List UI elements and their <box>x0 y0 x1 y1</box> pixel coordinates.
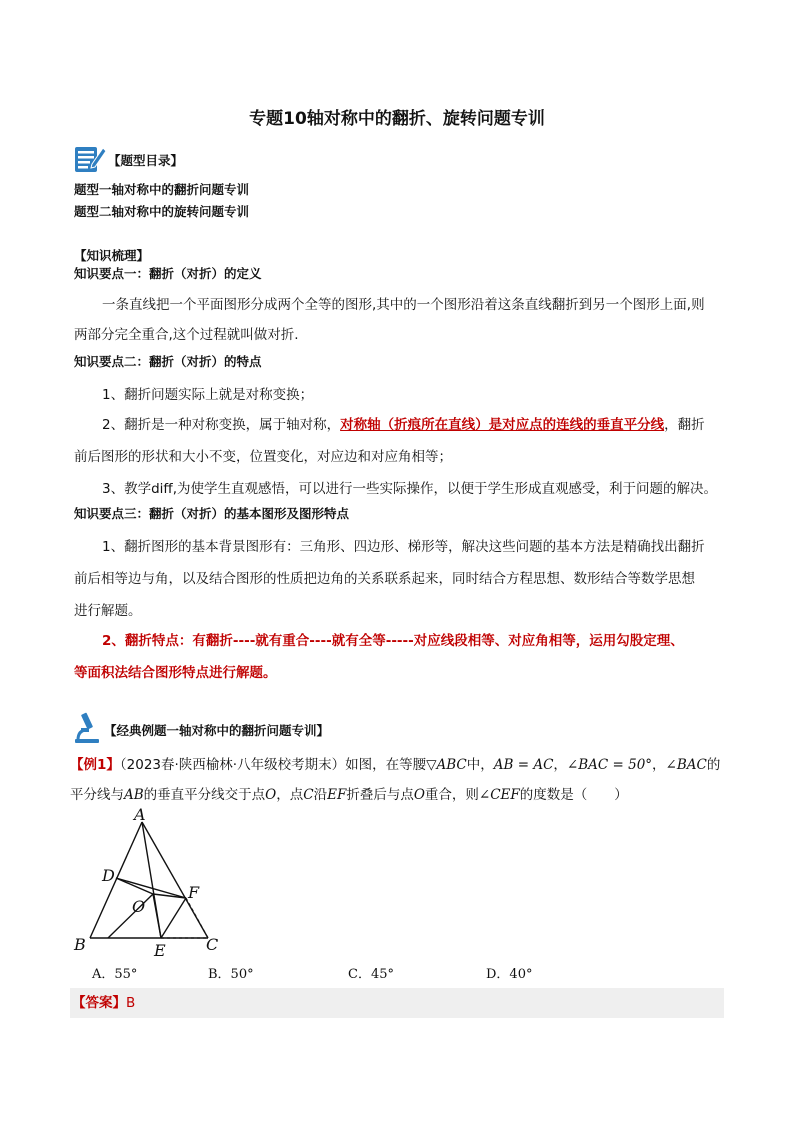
choice-c: C．45° <box>348 967 394 982</box>
knowledge-point-3-item-1-c: 进行解题。 <box>74 603 142 619</box>
choice-b: B．50° <box>208 967 254 982</box>
angle-cef: ∠CEF <box>478 787 520 803</box>
point-c: C <box>303 787 314 803</box>
knowledge-point-2-item-1: 1、翻折问题实际上就是对称变换； <box>102 387 314 403</box>
knowledge-point-1-heading: 知识要点一：翻折（对折）的定义 <box>74 266 262 281</box>
geometry-figure <box>66 808 236 958</box>
seg-ef: EF <box>327 787 347 803</box>
knowledge-point-3-item-2-a: 2、翻折特点：有翻折----就有重合----就有全等-----对应线段相等、对应角相等，运用勾股定理、 <box>102 633 684 649</box>
example-1-line-2 <box>70 782 628 808</box>
angle-bac-ref: ∠BAC <box>665 757 707 773</box>
l2d: 沿 <box>313 787 328 803</box>
point-o-2: O <box>413 787 425 803</box>
label-e: E <box>154 941 166 958</box>
sep-2: ， <box>652 757 666 773</box>
l2e: 折叠后与点 <box>346 787 414 803</box>
label-d: D <box>102 866 115 885</box>
example-label: 【例1】 <box>70 757 120 773</box>
text-de: 的 <box>706 757 721 773</box>
label-c: C <box>206 935 219 954</box>
condition-angle-bac: ∠BAC = 50° <box>566 757 653 773</box>
knowledge-point-2-item-2 <box>102 412 705 438</box>
choice-a: A．55° <box>92 967 138 982</box>
side-ab <box>90 822 142 938</box>
pencil-notepad-icon <box>72 142 106 174</box>
item-2-post: ，翻折 <box>664 417 705 433</box>
sep-1: ， <box>553 757 567 773</box>
answer-label: 【答案】 <box>72 995 126 1011</box>
knowledge-point-3-item-2-b: 等面积法结合图形特点进行解题。 <box>74 665 277 681</box>
l2a: 平分线与 <box>70 787 124 803</box>
catalog-item-2: 题型二轴对称中的旋转问题专训 <box>74 204 250 219</box>
catalog-item-1: 题型一轴对称中的翻折问题专训 <box>74 182 250 197</box>
knowledge-point-1-text-a: 一条直线把一个平面图形分成两个全等的图形,其中的一个图形沿着这条直线翻折到另一个图形上面,则 <box>102 297 705 313</box>
knowledge-point-3-item-1-b: 前后相等边与角，以及结合图形的性质把边角的关系联系起来，同时结合方程思想、数形结合等数学思想 <box>74 571 695 587</box>
segment-ob <box>108 894 153 938</box>
fold-line-ef <box>161 898 186 938</box>
item-2-pre: 2、翻折是一种对称变换，属于轴对称， <box>102 417 341 433</box>
page-title: 专题10轴对称中的翻折、旋转问题专训 <box>249 109 545 129</box>
knowledge-heading: 【知识梳理】 <box>74 248 150 263</box>
label-f: F <box>188 883 200 902</box>
knowledge-point-1-text-b: 两部分完全重合,这个过程就叫做对折. <box>74 327 299 343</box>
l2f: 重合，则 <box>424 787 479 803</box>
point-o: O <box>265 787 277 803</box>
item-2-highlight: 对称轴（折痕所在直线）是对应点的连线的垂直平分线 <box>340 417 665 433</box>
answer-box <box>70 988 724 1018</box>
example-1-line-1 <box>70 752 720 778</box>
knowledge-point-2-item-3: 3、教学diff,为使学生直观感悟，可以进行一些实际操作，以便于学生形成直观感受，利于问题的解决。 <box>102 481 718 497</box>
seg-ab: AB <box>124 787 144 803</box>
microscope-icon <box>72 710 102 744</box>
condition-ab-ac: AB = AC <box>493 757 554 773</box>
example-source: （2023春·陕西榆林·八年级校考期末）如图，在等腰 <box>119 757 427 773</box>
example-section-heading: 【经典例题一轴对称中的翻折问题专训】 <box>104 723 330 738</box>
knowledge-point-3-item-1-a: 1、翻折图形的基本背景图形有：三角形、四边形、梯形等，解决这些问题的基本方法是精确找出翻折 <box>102 539 705 555</box>
knowledge-point-3-heading: 知识要点三：翻折（对折）的基本图形及图形特点 <box>74 506 350 521</box>
label-o: O <box>132 897 146 916</box>
answer-line <box>72 990 135 1016</box>
label-b: B <box>74 935 86 954</box>
l2g: 的度数是（ ） <box>519 787 628 803</box>
catalog-heading: 【题型目录】 <box>108 153 184 168</box>
segment-do <box>116 878 153 894</box>
knowledge-point-2-heading: 知识要点二：翻折（对折）的特点 <box>74 354 262 369</box>
label-a: A <box>134 808 146 824</box>
triangle-abc: ▽ABC <box>426 757 467 773</box>
answer-value: B <box>126 995 136 1011</box>
l2b: 的垂直平分线交于点 <box>143 787 266 803</box>
text-zhong: 中， <box>466 757 494 773</box>
segment-oe <box>153 894 161 938</box>
choice-d: D．40° <box>486 967 533 982</box>
knowledge-point-2-item-2-line2: 前后图形的形状和大小不变，位置变化，对应边和对应角相等； <box>74 449 452 465</box>
l2c: ，点 <box>276 787 304 803</box>
